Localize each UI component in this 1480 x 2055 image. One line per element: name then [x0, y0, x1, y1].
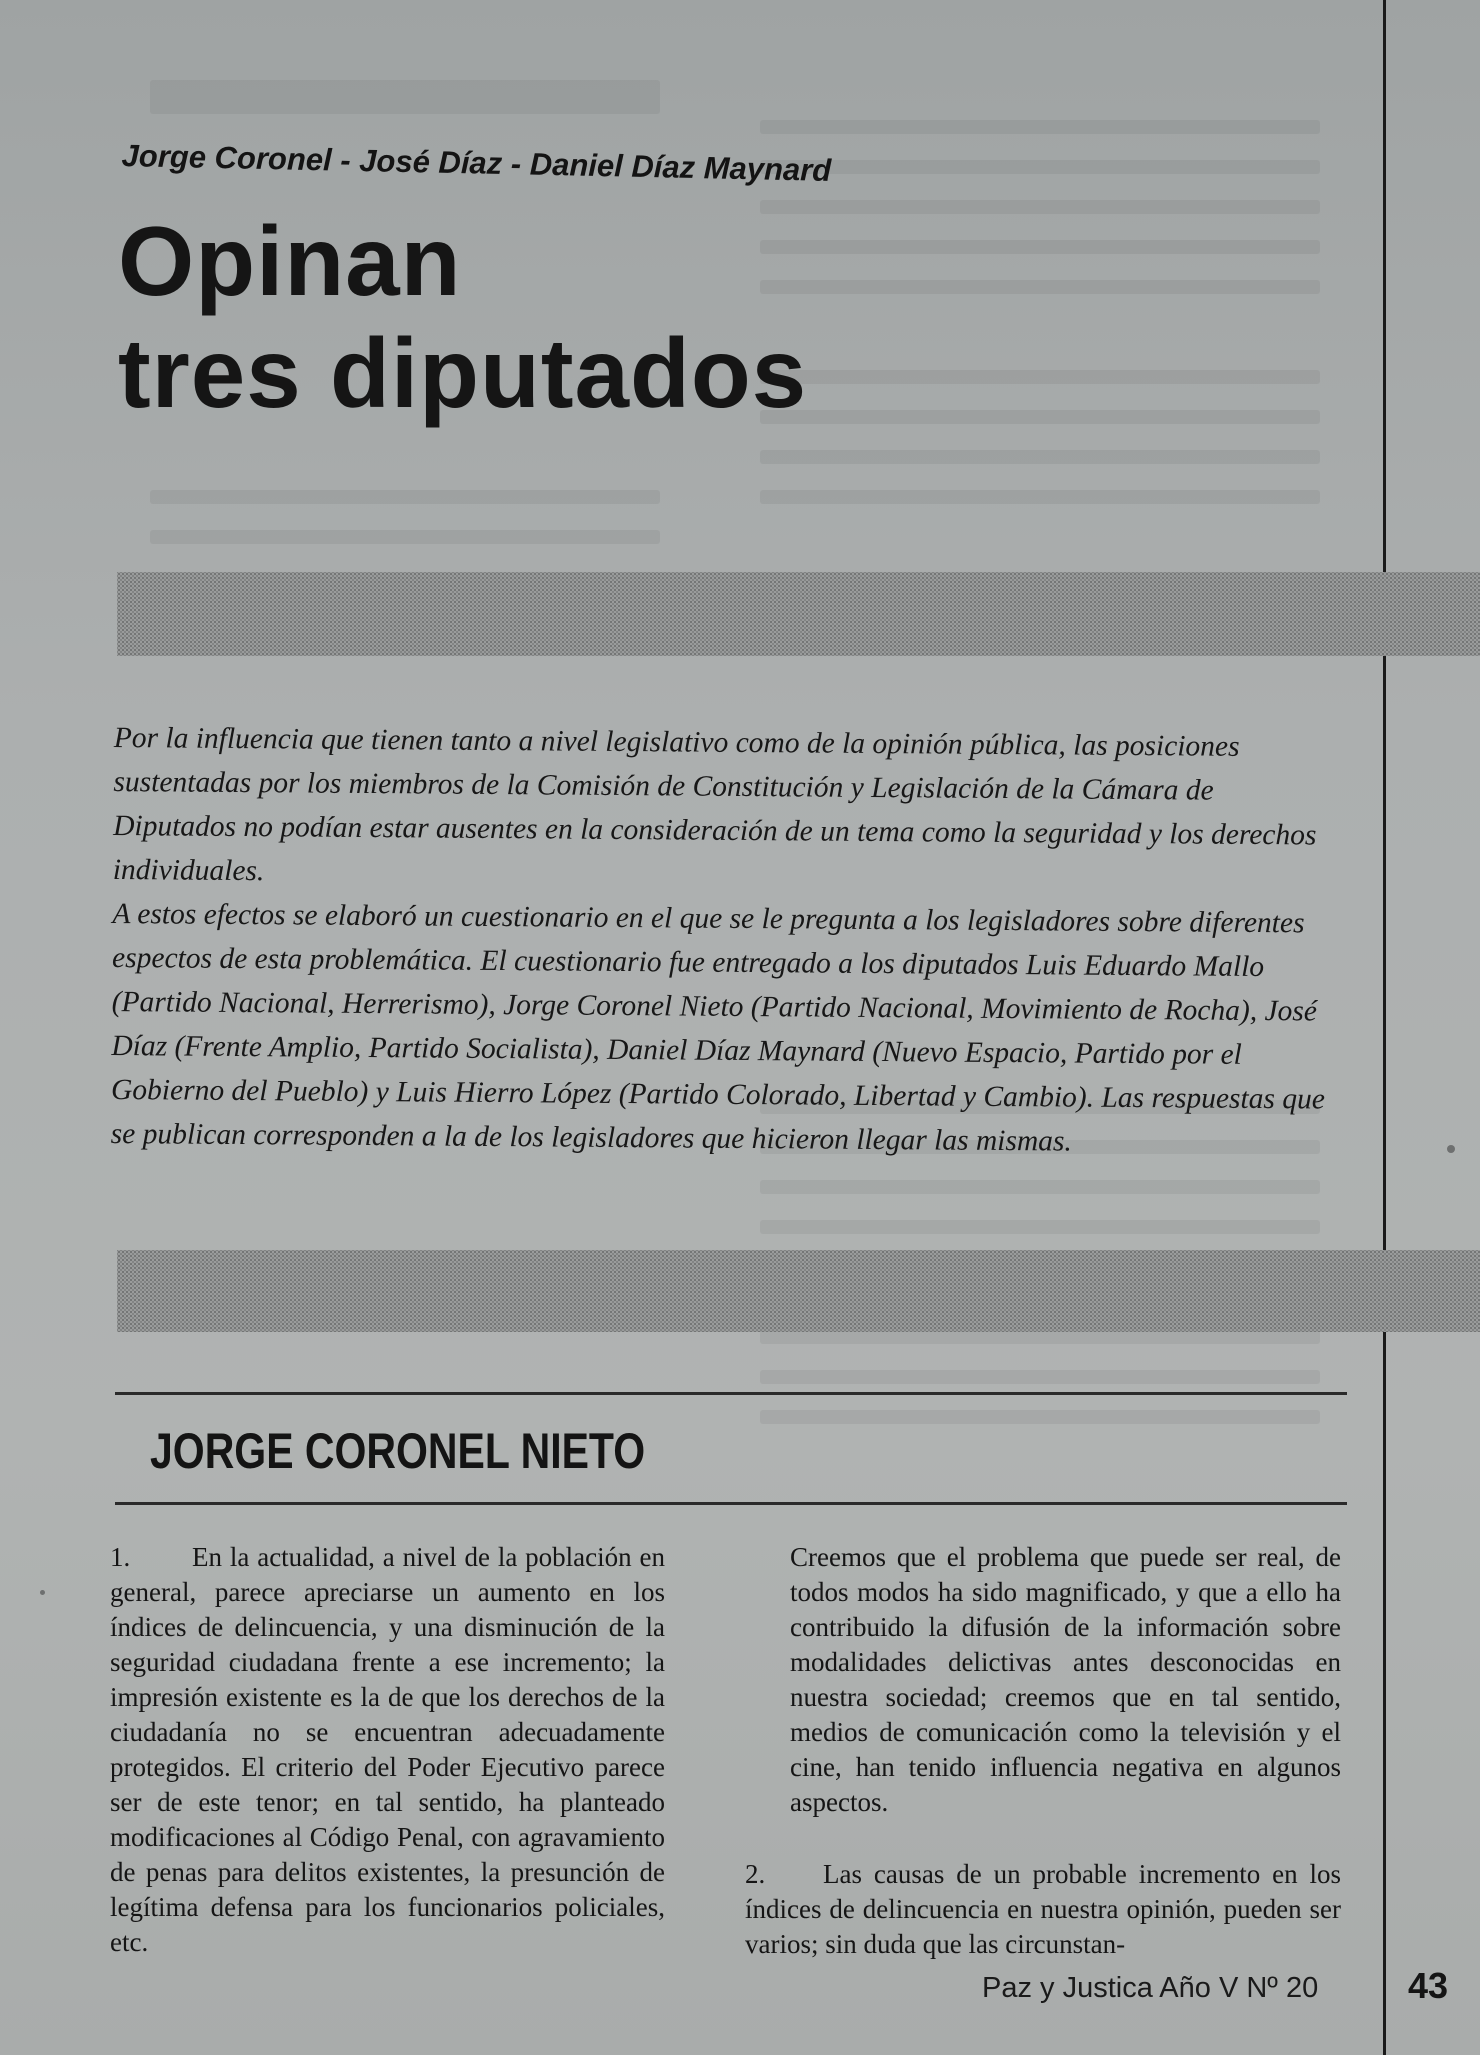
answer-2-text: Las causas de un probable incremento en los índices de delincuencia en nuestra opinión, pueden ser varios; sin duda que las circunstan-	[745, 1859, 1341, 1959]
bleed-through-mark	[760, 490, 1320, 504]
answer-1-text: En la actualidad, a nivel de la población en general, parece apreciarse un aumento en los índices de delincuencia, y una disminución de la seguridad ciudadana frente a ese incremento; la impresión existente es la de que los derechos de la ciudadanía no se encuentran adecuadamente protegidos. El criterio del Poder Ejecutivo parece ser de este tenor; en tal sentido, ha planteado modificaciones al Código Penal, con agravamiento de penas para delitos existentes, la presunción de legítima defensa para los funcionarios policiales, etc.	[110, 1542, 665, 1957]
page-title	[118, 205, 1018, 429]
bleed-through-mark	[150, 490, 660, 504]
section-rule-bottom	[115, 1502, 1347, 1505]
intro-paragraph-1: Por la influencia que tienen tanto a nivel legislativo como de la opinión pública, las posiciones sustentadas por los miembros de la Comisión de Constitución y Legislación de la Cámara de Diputados no podían estar ausentes en la consideración de un tema como la seguridad y los derechos individuales.	[112, 721, 1317, 888]
bleed-through-mark	[760, 120, 1320, 134]
halftone-band-top	[117, 572, 1480, 656]
page-number: 43	[1408, 1965, 1449, 2006]
title-line-1: Opinan	[118, 206, 462, 316]
bleed-through-mark	[760, 1220, 1320, 1234]
answer-1	[110, 1540, 665, 1960]
bleed-through-mark	[150, 80, 660, 114]
bleed-through-mark	[760, 450, 1320, 464]
print-speck	[1447, 1145, 1455, 1153]
right-column	[745, 1540, 1341, 1962]
bleed-through-mark	[150, 530, 660, 544]
intro-paragraph-2: A estos efectos se elaboró un cuestionario en el que se le pregunta a los legisladores sobre diferentes espectos de esta problemática. El cuestionario fue entregado a los diputados Luis Eduardo Mallo (Partido Nacional, Herrerismo), Jorge Coronel Nieto (Partido Nacional, Movimiento de Rocha), José Díaz (Frente Amplio, Partido Socialista), Daniel Díaz Maynard (Nuevo Espacio, Partido por el Gobierno del Pueblo) y Luis Hierro López (Partido Colorado, Libertad y Cambio). Las respuestas que se publican corresponden a la de los legisladores que hicieron llegar las mismas.	[110, 897, 1325, 1158]
bleed-through-mark	[760, 1180, 1320, 1194]
answer-1-continuation: Creemos que el problema que puede ser real, de todos modos ha sido magnificado, y que a ello ha contribuido la difusión de la información sobre modalidades delictivas antes desconocidas en nuestra sociedad; creemos que en tal sentido, medios de comunicación como la televisión y el cine, han tenido influencia negativa en algunos aspectos.	[790, 1542, 1341, 1817]
authors-byline: Jorge Coronel - José Díaz - Daniel Díaz Maynard	[121, 138, 832, 188]
answer-2	[745, 1857, 1341, 1962]
journal-footer: Paz y Justica Año V Nº 20	[982, 1972, 1319, 2004]
answer-1-number: 1.	[110, 1542, 131, 1572]
section-heading: JORGE CORONEL NIETO	[150, 1423, 646, 1479]
title-line-2: tres diputados	[118, 318, 808, 428]
left-column	[110, 1540, 665, 1960]
bleed-through-mark	[760, 1370, 1320, 1384]
answer-2-number: 2.	[745, 1859, 766, 1889]
halftone-band-bottom	[117, 1250, 1480, 1332]
section-rule-top	[115, 1392, 1347, 1395]
bleed-through-mark	[760, 1410, 1320, 1424]
print-speck	[40, 1590, 45, 1595]
column-rule	[1383, 0, 1386, 2055]
bleed-through-mark	[760, 1330, 1320, 1344]
intro-text	[111, 716, 1344, 1166]
